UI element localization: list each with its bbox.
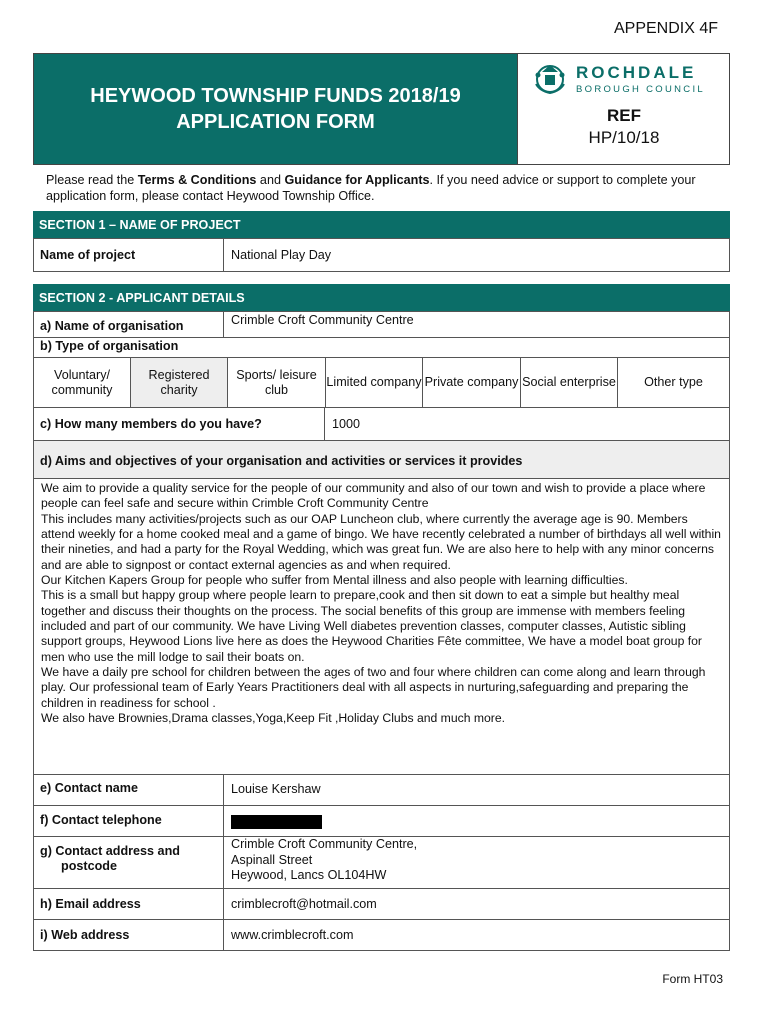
telephone-label: f) Contact telephone [33, 805, 224, 837]
aims-label: d) Aims and objectives of your organisation and activities or services it provides [33, 440, 730, 479]
contact-name-label: e) Contact name [33, 774, 224, 806]
address-line: Heywood, Lancs OL104HW [231, 868, 387, 882]
email-field[interactable]: crimblecroft@hotmail.com [223, 888, 730, 920]
redaction-block [231, 815, 322, 829]
council-subtitle: BOROUGH COUNCIL [576, 84, 705, 95]
section2-heading: SECTION 2 - APPLICANT DETAILS [33, 284, 730, 311]
project-name-label: Name of project [33, 238, 224, 272]
intro-part: . If you need advice or support to complete your application form, please contact Heywood Township Office. [46, 173, 696, 203]
address-label: g) Contact address and postcode [33, 836, 224, 889]
intro-part: Please read the [46, 173, 138, 187]
ref-value: HP/10/18 [588, 128, 660, 147]
intro-part: and [256, 173, 285, 187]
org-type-label: b) Type of organisation [33, 337, 730, 358]
ref-label: REF [607, 106, 641, 125]
council-crest-icon [532, 60, 568, 96]
title-block [34, 54, 517, 164]
org-name-field[interactable]: Crimble Croft Community Centre [223, 311, 730, 338]
email-label: h) Email address [33, 888, 224, 920]
contact-name-field[interactable]: Louise Kershaw [223, 774, 730, 806]
form-code: Form HT03 [662, 972, 723, 986]
org-type-other[interactable]: Other type [617, 357, 730, 408]
members-field[interactable]: 1000 [324, 407, 730, 441]
web-field[interactable]: www.crimblecroft.com [223, 919, 730, 951]
intro-text [46, 172, 716, 204]
org-name-label: a) Name of organisation [33, 311, 224, 338]
address-field[interactable] [223, 836, 730, 889]
aims-field[interactable]: We aim to provide a quality service for the people of our community and also of our town and wish to provide a place where people can feel safe and secure within Crimble Croft Community Centre This includes many activities/projects such as our OAP Luncheon club, where currently the average age is 90. Members attend weekly for a home cooked meal and a game of bingo. We have recently celebrated a number of birthdays all well within their nineties, and had a party for the Royal Wedding, which was great fun. We are also here to help with any minor concerns and are able to signpost or contact external agencies as and when required. Our Kitchen Kapers Group for people who suffer from Mental illness and also people with learning difficulties. This is a small but happy group where people learn to prepare,cook and then sit down to eat a simple but healthy meal together and discuss their thoughts on the process. The social benefits of this group are immense with members feeling included and part of our community. We have Living Well diabetes prevention classes, computer classes, Autistic sibling support groups, Heywood Lions live here as does the Heywood Charities Fête committee, We have a model boat group for men who use the mill lodge to sail their boats on. We have a daily pre school for children between the ages of two and four where children can come along and learn through play. Our professional team of Early Years Practitioners deal with all aspects in nurturing,safeguarding and preparing the children in readiness for school . We also have Brownies,Drama classes,Yoga,Keep Fit ,Holiday Clubs and much more. [33, 478, 730, 775]
org-type-limited[interactable]: Limited company [325, 357, 423, 408]
form-subtitle: APPLICATION FORM [176, 111, 375, 133]
org-type-charity[interactable]: Registered charity [130, 357, 228, 408]
council-name: ROCHDALE [576, 63, 697, 82]
section1-heading: SECTION 1 – NAME OF PROJECT [33, 211, 730, 238]
org-type-social[interactable]: Social enterprise [520, 357, 618, 408]
org-type-private[interactable]: Private company [422, 357, 521, 408]
form-header [33, 53, 730, 165]
council-ref-block [517, 54, 730, 164]
guidance-link-text: Guidance for Applicants [284, 173, 430, 187]
address-line: Aspinall Street [231, 852, 313, 867]
org-type-voluntary[interactable]: Voluntary/ community [33, 357, 131, 408]
telephone-field[interactable] [223, 805, 730, 837]
web-label: i) Web address [33, 919, 224, 951]
project-name-field[interactable]: National Play Day [223, 238, 730, 272]
appendix-label: APPENDIX 4F [613, 20, 718, 37]
terms-link-text: Terms & Conditions [137, 173, 257, 187]
form-title: HEYWOOD TOWNSHIP FUNDS 2018/19 [90, 85, 461, 107]
address-line: Crimble Croft Community Centre, [231, 837, 418, 851]
members-label: c) How many members do you have? [33, 407, 325, 441]
org-type-sports[interactable]: Sports/ leisure club [227, 357, 326, 408]
